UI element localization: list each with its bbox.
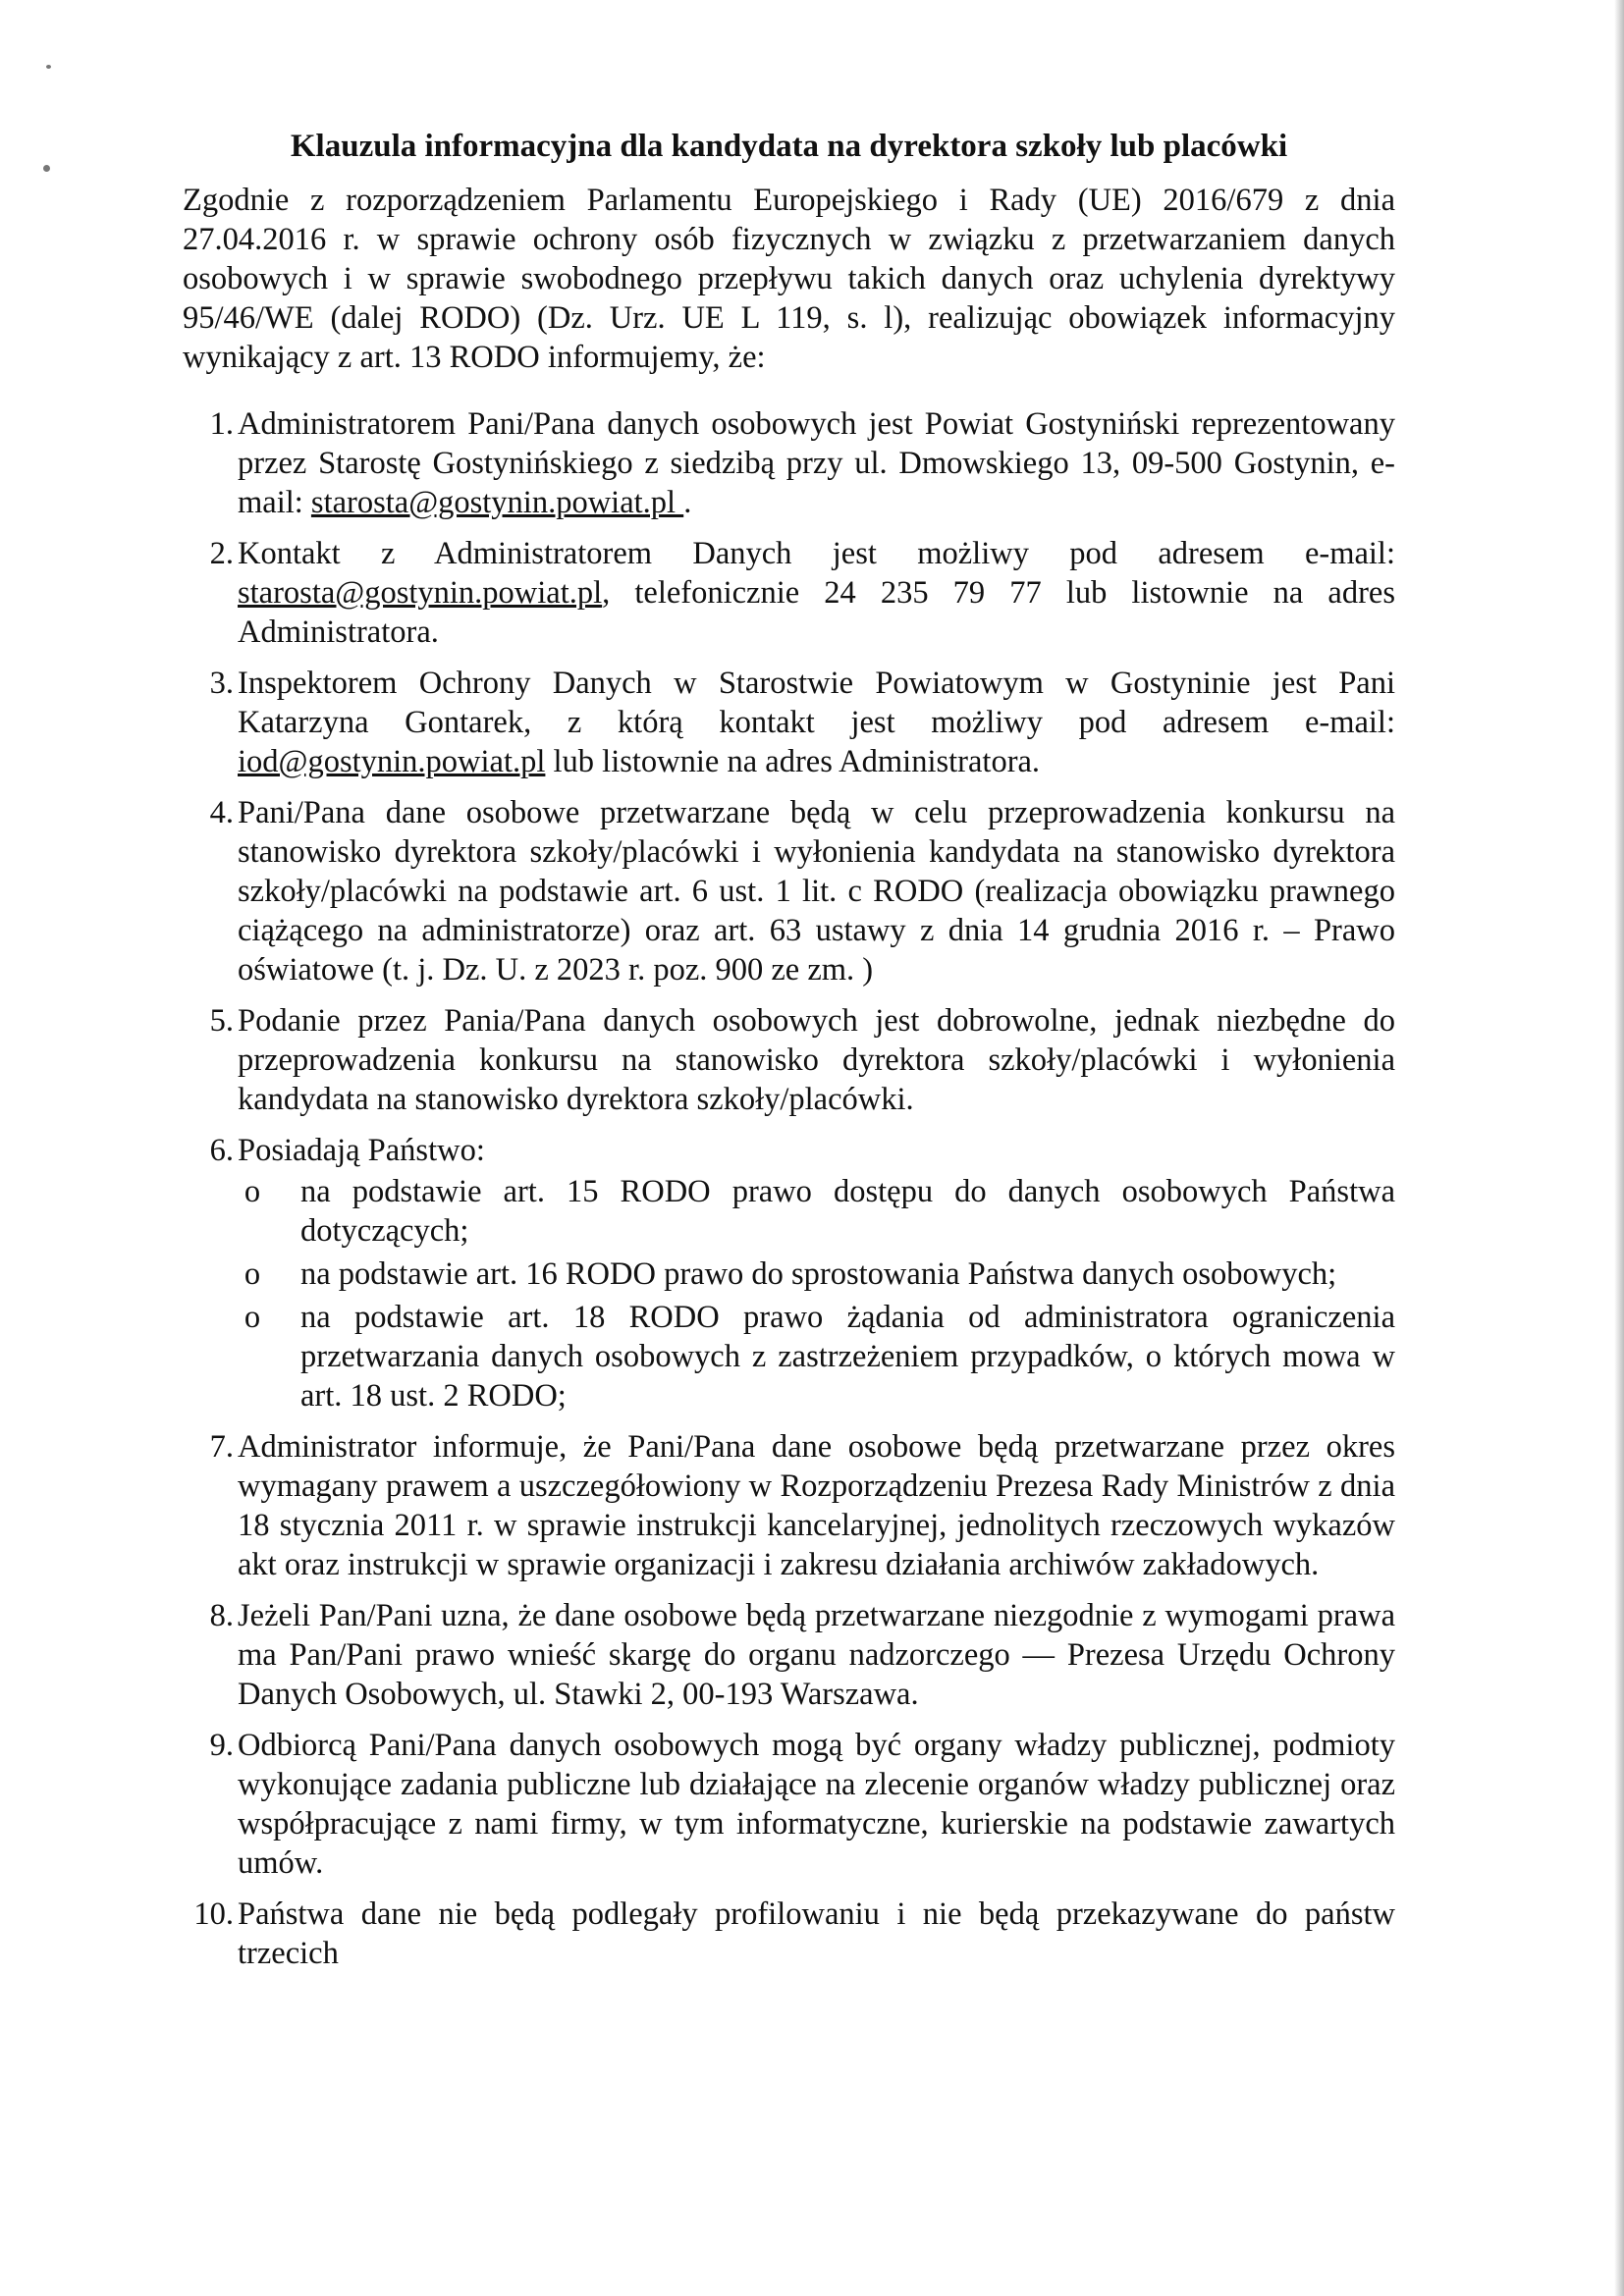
bullet-marker: o <box>244 1256 261 1292</box>
list-item <box>183 1131 1395 1415</box>
document-page <box>183 126 1395 1985</box>
list-item <box>183 404 1395 522</box>
item-number: 6. <box>209 1133 234 1168</box>
document-intro: Zgodnie z rozporządzeniem Parlamentu Europejskiego i Rady (UE) 2016/679 z dnia 27.04.2016 r. w sprawie ochrony osób fizycznych w związku z przetwarzaniem danych osobowych i w sprawie swobodnego przepływu takich danych oraz uchylenia dyrektywy 95/46/WE (dalej RODO) (Dz. Urz. UE L 119, s. l), realizując obowiązek informacyjny wynikający z art. 13 RODO informujemy, że: <box>183 183 1395 375</box>
item-number: 7. <box>209 1429 234 1465</box>
email-link[interactable]: starosta@gostynin.powiat.pl <box>238 575 603 611</box>
item-text-end: . <box>683 485 692 520</box>
scan-speck-top <box>46 65 51 69</box>
item-number: 3. <box>209 666 234 701</box>
item-text-end: lub listownie na adres Administratora. <box>545 744 1041 779</box>
item-number: 9. <box>209 1728 234 1763</box>
item-text: Administrator informuje, że Pani/Pana dane osobowe będą przetwarzane przez okres wymagany prawem a uszczegółowiony w Rozporządzeniu Prezesa Rady Ministrów z dnia 18 stycznia 2011 r. w sprawie instrukcji kancelaryjnej, jednolitych rzeczowych wykazów akt oraz instrukcji w sprawie organizacji i zakresu działania archiwów zakładowych. <box>238 1429 1395 1582</box>
sublist-text: na podstawie art. 18 RODO prawo żądania od administratora ograniczenia przetwarzania danych osobowych z zastrzeżeniem przypadków, o których mowa w art. 18 ust. 2 RODO; <box>300 1300 1395 1414</box>
document-title: Klauzula informacyjna dla kandydata na dyrektora szkoły lub placówki <box>290 129 1288 164</box>
sublist-text: na podstawie art. 16 RODO prawo do sprostowania Państwa danych osobowych; <box>300 1256 1337 1292</box>
item-number: 1. <box>209 406 234 442</box>
sublist-item <box>238 1255 1395 1294</box>
item-text: Administratorem Pani/Pana danych osobowych jest Powiat Gostyniński reprezentowany przez Starostę Gostynińskiego z siedzibą przy ul. Dmowskiego 13, 09-500 Gostynin, e-mail: <box>238 406 1395 520</box>
list-item <box>183 1001 1395 1119</box>
item-number: 2. <box>209 536 234 571</box>
list-item <box>183 793 1395 989</box>
email-link[interactable]: starosta@gostynin.powiat.pl <box>310 485 684 520</box>
list-item <box>183 534 1395 652</box>
item-number: 10. <box>193 1896 234 1932</box>
sublist-item <box>238 1298 1395 1415</box>
item-text: Podanie przez Pania/Pana danych osobowych jest dobrowolne, jednak niezbędne do przeprowadzenia konkursu na stanowisko dyrektora szkoły/placówki i wyłonienia kandydata na stanowisko dyrektora szkoły/placówki. <box>238 1003 1395 1117</box>
list-item <box>183 1596 1395 1714</box>
list-item <box>183 1895 1395 1973</box>
scan-page-edge <box>1614 0 1624 2296</box>
item-text: Państwa dane nie będą podlegały profilowaniu i nie będą przekazywane do państw trzecich <box>238 1896 1395 1971</box>
email-link[interactable]: iod@gostynin.powiat.pl <box>238 744 546 779</box>
item-text-end: , telefonicznie 24 235 79 77 lub listownie na adres Administratora. <box>238 575 1395 650</box>
item-text: Kontakt z Administratorem Danych jest możliwy pod adresem e-mail: <box>238 536 1395 571</box>
item-text: Inspektorem Ochrony Danych w Starostwie Powiatowym w Gostyninie jest Pani Katarzyna Gontarek, z którą kontakt jest możliwy pod adresem e-mail: <box>238 666 1395 740</box>
item-text: Jeżeli Pan/Pani uzna, że dane osobowe będą przetwarzane niezgodnie z wymogami prawa ma Pan/Pani prawo wnieść skargę do organu nadzorczego — Prezesa Urzędu Ochrony Danych Osobowych, ul. Stawki 2, 00-193 Warszawa. <box>238 1598 1395 1712</box>
item-text: Odbiorcą Pani/Pana danych osobowych mogą być organy władzy publicznej, podmioty wykonujące zadania publiczne lub działające na zlecenie organów władzy publicznej oraz współpracujące z nami firmy, w tym informatyczne, kurierskie na podstawie zawartych umów. <box>238 1728 1395 1881</box>
scan-speck-margin <box>43 165 50 172</box>
item-number: 5. <box>209 1003 234 1039</box>
item-number: 4. <box>209 795 234 830</box>
list-item <box>183 1726 1395 1883</box>
rights-sublist <box>238 1172 1395 1415</box>
bullet-marker: o <box>244 1300 261 1335</box>
bullet-marker: o <box>244 1174 261 1209</box>
list-item <box>183 664 1395 781</box>
item-text: Posiadają Państwo: <box>238 1133 485 1168</box>
item-text: Pani/Pana dane osobowe przetwarzane będą w celu przeprowadzenia konkursu na stanowisko dyrektora szkoły/placówki i wyłonienia kandydata na stanowisko dyrektora szkoły/placówki na podstawie art. 6 ust. 1 lit. c RODO (realizacja obowiązku prawnego ciążącego na administratorze) oraz art. 63 ustawy z dnia 14 grudnia 2016 r. – Prawo oświatowe (t. j. Dz. U. z 2023 r. poz. 900 ze zm. ) <box>238 795 1395 988</box>
sublist-item <box>238 1172 1395 1251</box>
item-number: 8. <box>209 1598 234 1633</box>
sublist-text: na podstawie art. 15 RODO prawo dostępu do danych osobowych Państwa dotyczących; <box>300 1174 1395 1249</box>
list-item <box>183 1427 1395 1584</box>
